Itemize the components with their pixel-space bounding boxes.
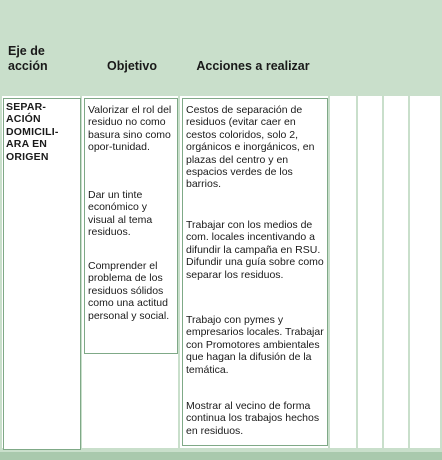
acciones-paragraph: Trabajo con pymes y empresarios locales. Trabajar con Promotores ambientales que hagan la difusión de la temática. xyxy=(186,314,324,376)
header-acciones: Acciones a realizar xyxy=(196,59,310,73)
acciones-paragraph: Cestos de separación de residuos (evitar caer en cestos coloridos, solo 2, orgánicos e inorgánicos, en plazas del centro y en espacios verdes de los barrios. xyxy=(186,104,315,191)
header-objetivo: Objetivo xyxy=(106,59,157,73)
cell-economico xyxy=(410,96,440,448)
cell-participacion xyxy=(384,96,408,448)
cell-resultado xyxy=(330,96,356,448)
objetivo-paragraph: Valorizar el rol del residuo no como basura sino como opor-tunidad. xyxy=(88,104,172,154)
table-footer-bar xyxy=(0,452,442,460)
objetivo-paragraph: Comprender el problema de los residuos sólidos como una actitud personal y social. xyxy=(88,260,170,322)
objetivo-paragraph: Dar un tinte económico y visual al tema residuos. xyxy=(88,189,153,239)
acciones-paragraph: Trabajar con los medios de com. locales incentivando a difundir la campaña en RSU. Difundir una guía sobre como separar los residuos. xyxy=(186,219,324,281)
acciones-paragraph: Mostrar al vecino de forma continua los trabajos hechos en residuos. xyxy=(186,400,320,437)
eje-label: SEPAR- ACIÓN DOMICILI- ARA EN ORIGEN xyxy=(6,101,59,163)
header-eje: Eje de acción xyxy=(8,44,48,73)
cell-tiempo xyxy=(358,96,382,448)
